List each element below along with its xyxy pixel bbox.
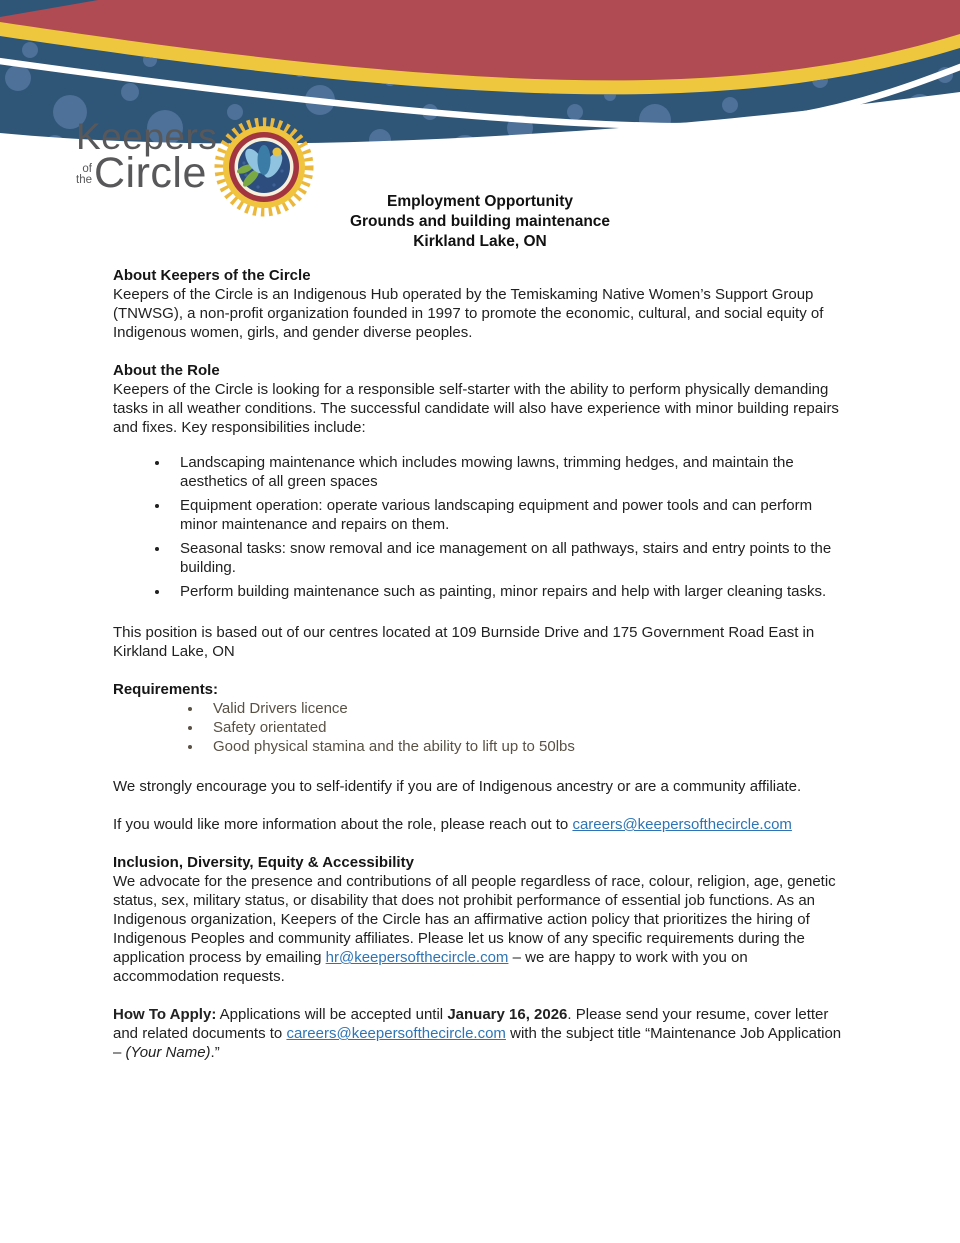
list-item: • Seasonal tasks: snow removal and ice management on all pathways, stairs and entry points to the building. (170, 539, 852, 577)
careers-email-link[interactable]: careers@keepersofthecircle.com (572, 816, 792, 833)
org-logo (76, 116, 218, 197)
heading-requirements: Requirements: (113, 681, 219, 698)
application-deadline: January 16, 2026 (447, 1006, 568, 1023)
paragraph-how-to-apply (113, 1005, 852, 1062)
list-item: • Perform building maintenance such as painting, minor repairs and help with larger cleaning tasks. (170, 582, 852, 601)
paragraph-self-identify: We strongly encourage you to self-identify if you are of Indigenous ancestry or are a community affiliate. (113, 778, 802, 795)
more-info-text: If you would like more information about the role, please reach out to (113, 816, 573, 833)
paragraph-inclusion (113, 872, 852, 986)
hr-email-link[interactable]: hr@keepersofthecircle.com (325, 949, 509, 966)
logo-word-circle: Circle (94, 149, 207, 197)
document-body (0, 266, 960, 1062)
title-line-1: Employment Opportunity (387, 193, 573, 210)
list-item: • Good physical stamina and the ability to lift up to 50lbs (203, 737, 852, 756)
list-item: • Valid Drivers licence (203, 699, 852, 718)
heading-about-role: About the Role (113, 362, 220, 379)
careers-email-link-2[interactable]: careers@keepersofthecircle.com (286, 1025, 506, 1042)
document-title (0, 192, 960, 252)
apply-text-2: . Please send your resume, cover letter and related documents to (113, 1006, 829, 1042)
list-item: • Landscaping maintenance which includes mowing lawns, trimming hedges, and maintain the aesthetics of all green spaces (170, 453, 852, 491)
heading-inclusion: Inclusion, Diversity, Equity & Accessibility (113, 854, 414, 871)
logo-word-the: the (76, 174, 92, 186)
requirements-list (113, 699, 852, 756)
your-name-placeholder: (Your Name) (125, 1044, 211, 1061)
list-item: • Equipment operation: operate various landscaping equipment and power tools and can perform minor maintenance and repairs on them. (170, 496, 852, 534)
paragraph-about-role: Keepers of the Circle is looking for a responsible self-starter with the ability to perform physically demanding tasks in all weather conditions. The successful candidate will also have experience with minor building repairs and fixes. Key responsibilities include: (113, 381, 839, 436)
inclusion-text-after: – we are happy to work with you on accommodation requests. (113, 949, 748, 985)
how-to-apply-label: How To Apply: (113, 1006, 217, 1023)
apply-text-3: with the subject title “Maintenance Job Application – (113, 1025, 842, 1061)
responsibilities-list (113, 453, 852, 601)
paragraph-more-info (113, 815, 852, 834)
inclusion-text-before: We advocate for the presence and contributions of all people regardless of race, colour, religion, age, genetic status, sex, military status, or disability that does not prohibit performance of essential job functions. As an Indigenous organization, Keepers of the Circle has an affirmative action policy that prioritizes the hiring of Indigenous Peoples and community affiliates. Please let us know of any specific requirements during the application process by emailing (113, 873, 836, 966)
paragraph-about-org: Keepers of the Circle is an Indigenous Hub operated by the Temiskaming Native Women’s Support Group (TNWSG), a non-profit organization founded in 1997 to promote the economic, cultural, and social equity of Indigenous women, girls, and gender diverse peoples. (113, 286, 824, 341)
paragraph-location: This position is based out of our centres located at 109 Burnside Drive and 175 Government Road East in Kirkland Lake, ON (113, 624, 815, 660)
apply-text-4: .” (210, 1044, 220, 1061)
logo-word-of: of (82, 163, 92, 175)
title-line-3: Kirkland Lake, ON (413, 233, 547, 250)
apply-text-1: Applications will be accepted until (216, 1006, 448, 1023)
logo-word-keepers: Keepers (76, 116, 218, 157)
page-header (0, 0, 960, 266)
title-line-2: Grounds and building maintenance (349, 213, 611, 230)
heading-about-org: About Keepers of the Circle (113, 267, 311, 284)
list-item: • Safety orientated (203, 718, 852, 737)
